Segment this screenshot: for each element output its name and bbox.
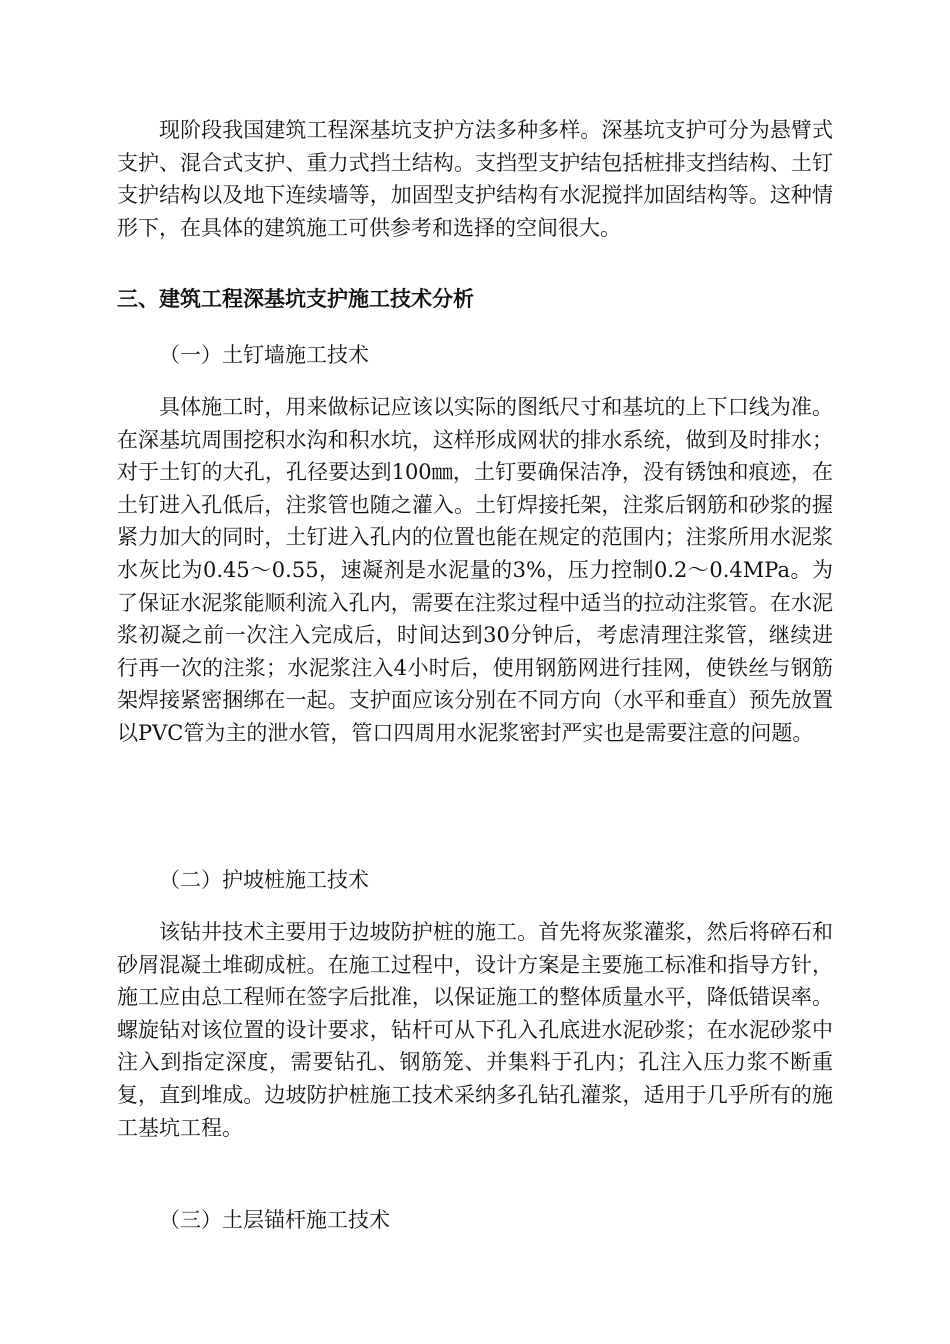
intro-paragraph: 现阶段我国建筑工程深基坑支护方法多种多样。深基坑支护可分为悬臂式支护、混合式支护、重力式挡土结构。支挡型支护结包括桩排支挡结构、土钉支护结构以及地下连续墙等，加固型支护结构有水泥搅拌加固结构等。这种情形下，在具体的建筑施工可供参考和选择的空间很大。 — [117, 118, 833, 240]
subsection-heading-3: （三）土层锚杆施工技术 — [159, 1208, 390, 1232]
subsection-paragraph-2: 该钻井技术主要用于边坡防护桩的施工。首先将灰浆灌浆，然后将碎石和砂屑混凝土堆砌成桩。在施工过程中，设计方案是主要施工标准和指导方针，施工应由总工程师在签字后批准，以保证施工的整体质量水平，降低错误率。螺旋钻对该位置的设计要求，钻杆可从下孔入孔底进水泥砂浆；在水泥砂浆中注入到指定深度，需要钻孔、钢筋笼、并集料于孔内；孔注入压力浆不断重复，直到堆成。边坡防护桩施工技术采纳多孔钻孔灌浆，适用于几乎所有的施工基坑工程。 — [117, 920, 833, 1140]
subsection-heading-1: （一）土钉墙施工技术 — [159, 343, 369, 367]
section-heading: 三、建筑工程深基坑支护施工技术分析 — [117, 286, 474, 311]
subsection-paragraph-1: 具体施工时，用来做标记应该以实际的图纸尺寸和基坑的上下口线为准。在深基坑周围挖积水沟和积水坑，这样形成网状的排水系统，做到及时排水；对于土钉的大孔，孔径要达到100㎜，土钉要确保洁净，没有锈蚀和痕迹，在土钉进入孔低后，注浆管也随之灌入。土钉焊接托架，注浆后钢筋和砂浆的握紧力加大的同时，土钉进入孔内的位置也能在规定的范围内；注浆所用水泥浆水灰比为0.45～0.55，速凝剂是水泥量的3%，压力控制0.2～0.4MPa。为了保证水泥浆能顺利流入孔内，需要在注浆过程中适当的拉动注浆管。在水泥浆初凝之前一次注入完成后，时间达到30分钟后，考虑清理注浆管，继续进行再一次的注浆；水泥浆注入4小时后，使用钢筋网进行挂网，使铁丝与钢筋架焊接紧密捆绑在一起。支护面应该分别在不同方向（水平和垂直）预先放置以PVC管为主的泄水管，管口四周用水泥浆密封严实也是需要注意的问题。 — [117, 395, 833, 745]
subsection-heading-2: （二）护坡桩施工技术 — [159, 868, 369, 892]
